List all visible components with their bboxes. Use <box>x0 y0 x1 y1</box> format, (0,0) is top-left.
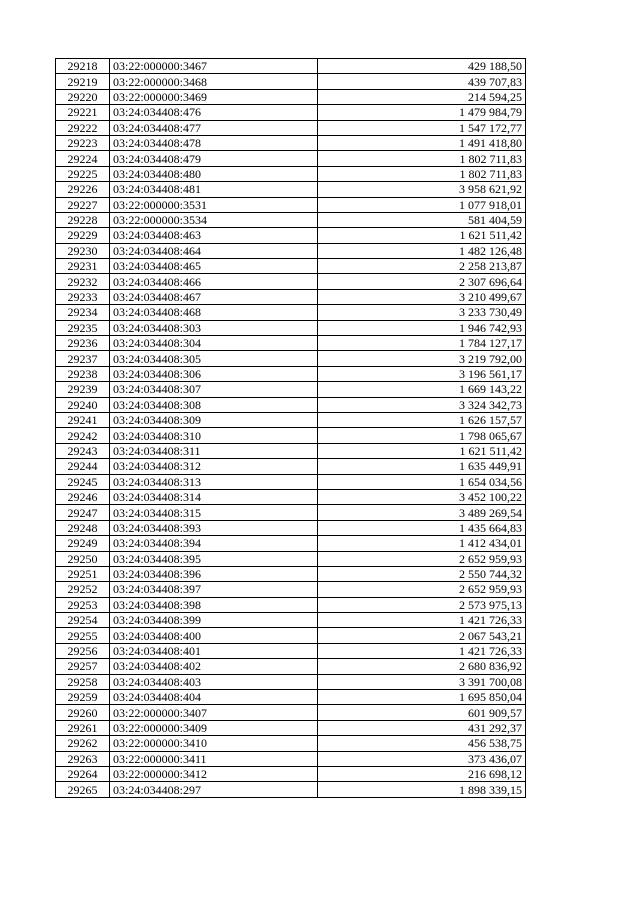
value-cell: 1 654 034,56 <box>318 474 526 489</box>
cadastral-number-cell: 03:24:034408:403 <box>110 674 318 689</box>
cadastral-number-cell: 03:24:034408:303 <box>110 320 318 335</box>
row-number-cell: 29230 <box>56 243 110 258</box>
value-cell: 1 077 918,01 <box>318 197 526 212</box>
table-row <box>56 474 526 489</box>
value-cell: 439 707,83 <box>318 74 526 89</box>
table-row <box>56 736 526 751</box>
row-number-cell: 29246 <box>56 489 110 504</box>
table-row <box>56 151 526 166</box>
table-row <box>56 520 526 535</box>
row-number-cell: 29219 <box>56 74 110 89</box>
table-row <box>56 428 526 443</box>
value-cell: 1 669 143,22 <box>318 382 526 397</box>
row-number-cell: 29243 <box>56 443 110 458</box>
value-cell: 2 652 959,93 <box>318 582 526 597</box>
table-row <box>56 597 526 612</box>
row-number-cell: 29233 <box>56 289 110 304</box>
row-number-cell: 29261 <box>56 720 110 735</box>
cadastral-number-cell: 03:22:000000:3531 <box>110 197 318 212</box>
cadastral-number-cell: 03:24:034408:306 <box>110 366 318 381</box>
cadastral-number-cell: 03:24:034408:308 <box>110 397 318 412</box>
table-row <box>56 274 526 289</box>
cadastral-number-cell: 03:24:034408:311 <box>110 443 318 458</box>
table-row <box>56 289 526 304</box>
row-number-cell: 29247 <box>56 505 110 520</box>
row-number-cell: 29224 <box>56 151 110 166</box>
table-row <box>56 659 526 674</box>
value-cell: 1 695 850,04 <box>318 690 526 705</box>
table-row <box>56 443 526 458</box>
table-row <box>56 366 526 381</box>
value-cell: 373 436,07 <box>318 751 526 766</box>
value-cell: 216 698,12 <box>318 766 526 781</box>
row-number-cell: 29242 <box>56 428 110 443</box>
value-cell: 1 547 172,77 <box>318 120 526 135</box>
value-cell: 1 412 434,01 <box>318 536 526 551</box>
value-cell: 3 219 792,00 <box>318 351 526 366</box>
cadastral-number-cell: 03:24:034408:477 <box>110 120 318 135</box>
cadastral-number-cell: 03:22:000000:3469 <box>110 89 318 104</box>
table-row <box>56 259 526 274</box>
value-cell: 2 550 744,32 <box>318 566 526 581</box>
cadastral-number-cell: 03:24:034408:463 <box>110 228 318 243</box>
cadastral-number-cell: 03:24:034408:396 <box>110 566 318 581</box>
table-row <box>56 105 526 120</box>
value-cell: 431 292,37 <box>318 720 526 735</box>
cadastral-number-cell: 03:24:034408:297 <box>110 782 318 797</box>
table-row <box>56 489 526 504</box>
cadastral-number-cell: 03:24:034408:394 <box>110 536 318 551</box>
row-number-cell: 29259 <box>56 690 110 705</box>
row-number-cell: 29218 <box>56 59 110 74</box>
row-number-cell: 29245 <box>56 474 110 489</box>
value-cell: 1 626 157,57 <box>318 412 526 427</box>
row-number-cell: 29250 <box>56 551 110 566</box>
value-cell: 1 491 418,80 <box>318 135 526 150</box>
cadastral-number-cell: 03:24:034408:395 <box>110 551 318 566</box>
table-row <box>56 705 526 720</box>
cadastral-number-cell: 03:22:000000:3468 <box>110 74 318 89</box>
cadastral-number-cell: 03:24:034408:466 <box>110 274 318 289</box>
row-number-cell: 29260 <box>56 705 110 720</box>
row-number-cell: 29232 <box>56 274 110 289</box>
cadastral-number-cell: 03:22:000000:3534 <box>110 212 318 227</box>
cadastral-number-cell: 03:24:034408:315 <box>110 505 318 520</box>
row-number-cell: 29228 <box>56 212 110 227</box>
row-number-cell: 29225 <box>56 166 110 181</box>
table-row <box>56 690 526 705</box>
value-cell: 3 210 499,67 <box>318 289 526 304</box>
row-number-cell: 29255 <box>56 628 110 643</box>
table-row <box>56 120 526 135</box>
value-cell: 2 573 975,13 <box>318 597 526 612</box>
table-row <box>56 536 526 551</box>
value-cell: 1 421 726,33 <box>318 643 526 658</box>
cadastral-number-cell: 03:24:034408:312 <box>110 459 318 474</box>
table-row <box>56 397 526 412</box>
row-number-cell: 29252 <box>56 582 110 597</box>
table-row <box>56 182 526 197</box>
row-number-cell: 29241 <box>56 412 110 427</box>
cadastral-number-cell: 03:24:034408:480 <box>110 166 318 181</box>
table-row <box>56 613 526 628</box>
row-number-cell: 29226 <box>56 182 110 197</box>
table-row <box>56 766 526 781</box>
table-row <box>56 320 526 335</box>
value-cell: 1 621 511,42 <box>318 228 526 243</box>
value-cell: 456 538,75 <box>318 736 526 751</box>
row-number-cell: 29262 <box>56 736 110 751</box>
value-cell: 2 680 836,92 <box>318 659 526 674</box>
cadastral-number-cell: 03:24:034408:464 <box>110 243 318 258</box>
row-number-cell: 29254 <box>56 613 110 628</box>
value-cell: 1 635 449,91 <box>318 459 526 474</box>
table-row <box>56 643 526 658</box>
cadastral-number-cell: 03:24:034408:310 <box>110 428 318 443</box>
table-row <box>56 566 526 581</box>
row-number-cell: 29249 <box>56 536 110 551</box>
value-cell: 1 784 127,17 <box>318 336 526 351</box>
cadastral-number-cell: 03:24:034408:304 <box>110 336 318 351</box>
value-cell: 3 196 561,17 <box>318 366 526 381</box>
row-number-cell: 29221 <box>56 105 110 120</box>
value-cell: 1 435 664,83 <box>318 520 526 535</box>
table-row <box>56 782 526 797</box>
table-row <box>56 551 526 566</box>
table-row <box>56 459 526 474</box>
value-cell: 2 307 696,64 <box>318 274 526 289</box>
row-number-cell: 29248 <box>56 520 110 535</box>
cadastral-number-cell: 03:22:000000:3411 <box>110 751 318 766</box>
value-cell: 3 958 621,92 <box>318 182 526 197</box>
cadastral-number-cell: 03:24:034408:402 <box>110 659 318 674</box>
cadastral-number-cell: 03:24:034408:468 <box>110 305 318 320</box>
cadastral-number-cell: 03:24:034408:399 <box>110 613 318 628</box>
cadastral-number-cell: 03:22:000000:3407 <box>110 705 318 720</box>
value-cell: 1 802 711,83 <box>318 166 526 181</box>
cadastral-number-cell: 03:24:034408:397 <box>110 582 318 597</box>
cadastral-number-cell: 03:24:034408:481 <box>110 182 318 197</box>
table-row <box>56 674 526 689</box>
row-number-cell: 29263 <box>56 751 110 766</box>
row-number-cell: 29231 <box>56 259 110 274</box>
value-cell: 1 479 984,79 <box>318 105 526 120</box>
cadastral-number-cell: 03:24:034408:313 <box>110 474 318 489</box>
value-cell: 1 798 065,67 <box>318 428 526 443</box>
table-row <box>56 305 526 320</box>
row-number-cell: 29256 <box>56 643 110 658</box>
value-cell: 601 909,57 <box>318 705 526 720</box>
table-row <box>56 243 526 258</box>
row-number-cell: 29223 <box>56 135 110 150</box>
table-row <box>56 166 526 181</box>
table-row <box>56 336 526 351</box>
value-cell: 1 802 711,83 <box>318 151 526 166</box>
value-cell: 2 067 543,21 <box>318 628 526 643</box>
row-number-cell: 29220 <box>56 89 110 104</box>
cadastral-table <box>55 58 526 798</box>
row-number-cell: 29229 <box>56 228 110 243</box>
value-cell: 2 258 213,87 <box>318 259 526 274</box>
cadastral-number-cell: 03:24:034408:404 <box>110 690 318 705</box>
table-row <box>56 582 526 597</box>
table-row <box>56 628 526 643</box>
table-row <box>56 228 526 243</box>
cadastral-number-cell: 03:24:034408:314 <box>110 489 318 504</box>
row-number-cell: 29251 <box>56 566 110 581</box>
row-number-cell: 29240 <box>56 397 110 412</box>
table-row <box>56 135 526 150</box>
row-number-cell: 29239 <box>56 382 110 397</box>
table-body <box>56 59 526 798</box>
row-number-cell: 29244 <box>56 459 110 474</box>
value-cell: 3 452 100,22 <box>318 489 526 504</box>
table-row <box>56 351 526 366</box>
table-row <box>56 382 526 397</box>
table-row <box>56 59 526 74</box>
value-cell: 214 594,25 <box>318 89 526 104</box>
row-number-cell: 29253 <box>56 597 110 612</box>
table-row <box>56 89 526 104</box>
cadastral-number-cell: 03:22:000000:3409 <box>110 720 318 735</box>
row-number-cell: 29235 <box>56 320 110 335</box>
cadastral-number-cell: 03:24:034408:305 <box>110 351 318 366</box>
cadastral-number-cell: 03:24:034408:393 <box>110 520 318 535</box>
row-number-cell: 29237 <box>56 351 110 366</box>
value-cell: 1 421 726,33 <box>318 613 526 628</box>
row-number-cell: 29258 <box>56 674 110 689</box>
value-cell: 3 324 342,73 <box>318 397 526 412</box>
cadastral-number-cell: 03:24:034408:400 <box>110 628 318 643</box>
value-cell: 1 898 339,15 <box>318 782 526 797</box>
row-number-cell: 29264 <box>56 766 110 781</box>
cadastral-number-cell: 03:24:034408:401 <box>110 643 318 658</box>
cadastral-number-cell: 03:24:034408:398 <box>110 597 318 612</box>
table-row <box>56 412 526 427</box>
cadastral-number-cell: 03:24:034408:478 <box>110 135 318 150</box>
value-cell: 1 482 126,48 <box>318 243 526 258</box>
cadastral-number-cell: 03:24:034408:465 <box>110 259 318 274</box>
row-number-cell: 29238 <box>56 366 110 381</box>
cadastral-number-cell: 03:22:000000:3467 <box>110 59 318 74</box>
table-row <box>56 212 526 227</box>
row-number-cell: 29222 <box>56 120 110 135</box>
cadastral-number-cell: 03:24:034408:479 <box>110 151 318 166</box>
table-row <box>56 505 526 520</box>
row-number-cell: 29257 <box>56 659 110 674</box>
cadastral-number-cell: 03:24:034408:476 <box>110 105 318 120</box>
row-number-cell: 29236 <box>56 336 110 351</box>
cadastral-number-cell: 03:24:034408:467 <box>110 289 318 304</box>
row-number-cell: 29227 <box>56 197 110 212</box>
table-row <box>56 74 526 89</box>
cadastral-number-cell: 03:24:034408:307 <box>110 382 318 397</box>
table-row <box>56 720 526 735</box>
value-cell: 429 188,50 <box>318 59 526 74</box>
table-row <box>56 197 526 212</box>
value-cell: 3 489 269,54 <box>318 505 526 520</box>
value-cell: 3 233 730,49 <box>318 305 526 320</box>
row-number-cell: 29265 <box>56 782 110 797</box>
cadastral-number-cell: 03:22:000000:3412 <box>110 766 318 781</box>
value-cell: 1 621 511,42 <box>318 443 526 458</box>
cadastral-number-cell: 03:22:000000:3410 <box>110 736 318 751</box>
cadastral-number-cell: 03:24:034408:309 <box>110 412 318 427</box>
value-cell: 1 946 742,93 <box>318 320 526 335</box>
row-number-cell: 29234 <box>56 305 110 320</box>
value-cell: 3 391 700,08 <box>318 674 526 689</box>
table-row <box>56 751 526 766</box>
value-cell: 2 652 959,93 <box>318 551 526 566</box>
value-cell: 581 404,59 <box>318 212 526 227</box>
